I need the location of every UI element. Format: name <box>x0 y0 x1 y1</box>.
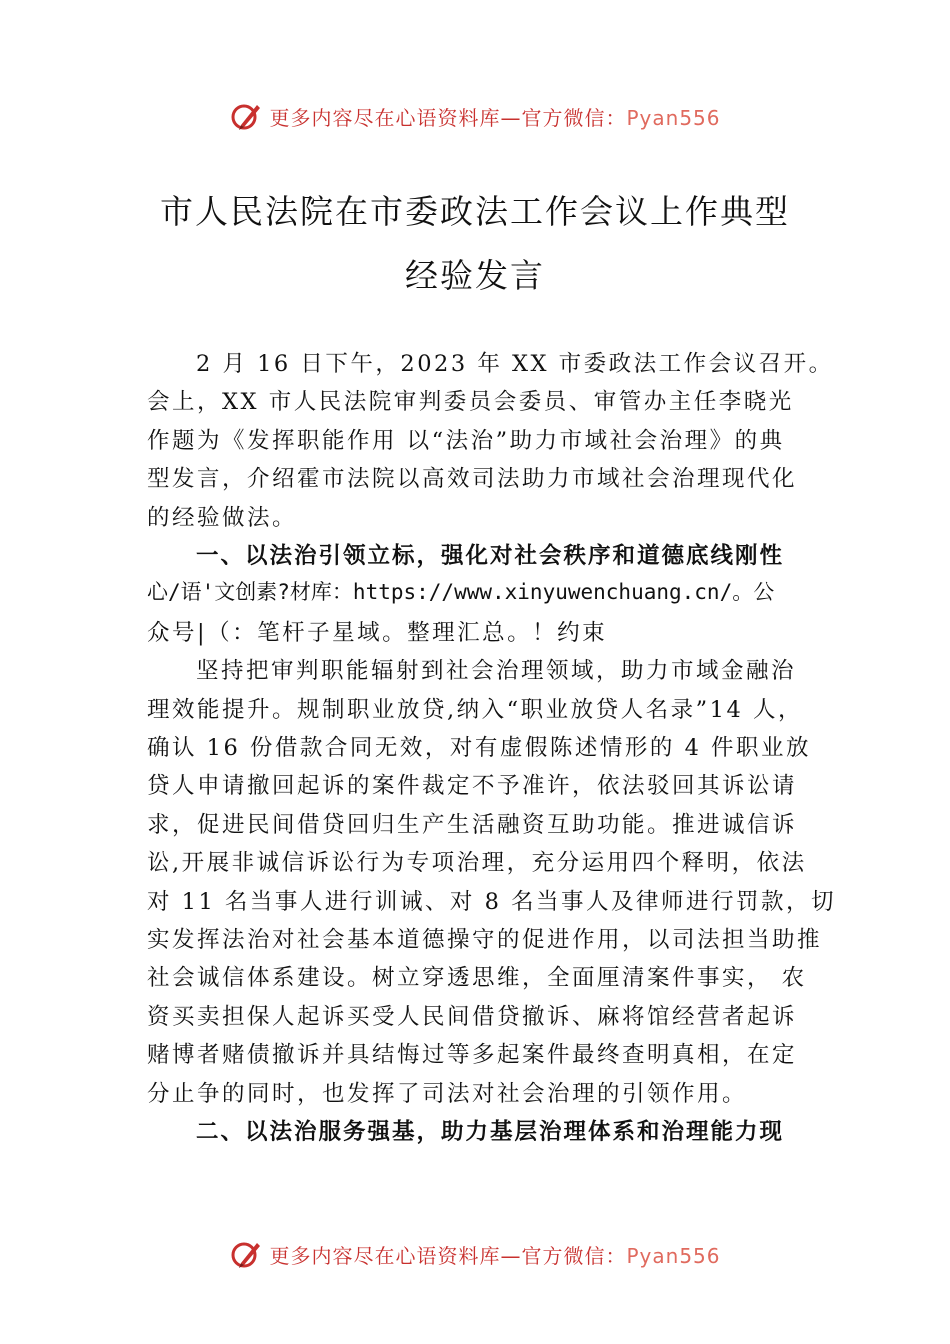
body-text-line: 的经验做法。 <box>147 504 298 531</box>
body-text-line: 2 月 16 日下午，2023 年 XX 市委政法工作会议召开。 <box>196 351 834 377</box>
pen-logo-icon <box>229 1237 263 1271</box>
body-text-line: 讼,开展非诚信诉讼行为专项治理，充分运用四个释明，依法 <box>147 850 807 877</box>
pen-logo-icon <box>229 99 263 133</box>
body-text-line: 确认 16 份借款合同无效，对有虚假陈述情形的 4 件职业放 <box>147 735 812 761</box>
body-text-line: 对 11 名当事人进行训诫、对 8 名当事人及律师进行罚款，切 <box>147 888 837 915</box>
document-title-line-2: 经验发言 <box>405 256 545 295</box>
body-text-line: 坚持把审判职能辐射到社会治理领域，助力市域金融治 <box>196 658 797 685</box>
body-text-line: 理效能提升。规制职业放贷,纳入“职业放贷人名录”14 人， <box>147 696 803 723</box>
body-text-line: 会上，XX 市人民法院审判委员会委员、审管办主任李晓光 <box>147 389 794 416</box>
document-title-line-1: 市人民法院在市委政法工作会议上作典型 <box>160 192 790 231</box>
watermark-text: 更多内容尽在心语资料库—官方微信：Pyan556 <box>269 1243 721 1268</box>
body-text-line: 实发挥法治对社会基本道德操守的促进作用，以司法担当助推 <box>147 927 823 953</box>
body-text-line: 作题为《发挥职能作用 以“法治”助力市域社会治理》的典 <box>147 427 785 454</box>
watermark-header <box>0 96 950 136</box>
body-text-line: 社会诚信体系建设。树立穿透思维，全面厘清案件事实， 农 <box>147 965 807 992</box>
body-text-line: 赌博者赌债撤诉并具结悔过等多起案件最终查明真相，在定 <box>147 1042 798 1069</box>
section-heading: 一、以法治引领立标，强化对社会秩序和道德底线刚性 <box>196 543 785 569</box>
body-text-line: 贷人申请撤回起诉的案件裁定不予准许，依法驳回其诉讼请 <box>147 773 798 800</box>
body-text-line: 求，促进民间借贷回归生产生活融资互助功能。推进诚信诉 <box>147 811 798 838</box>
body-text-line: 心/语'文创素?材库：https://www.xinyuwenchuang.cn/。公 <box>147 580 775 605</box>
body-text-line: 资买卖担保人起诉买受人民间借贷撤诉、麻将馆经营者起诉 <box>147 1003 798 1030</box>
watermark-footer <box>0 1234 950 1274</box>
section-heading: 二、以法治服务强基，助力基层治理体系和治理能力现 <box>196 1119 785 1145</box>
body-text-line: 众号|（：笔杆子星域。整理汇总。！约束 <box>147 619 608 646</box>
body-text-line: 分止争的同时，也发挥了司法对社会治理的引领作用。 <box>147 1080 748 1107</box>
watermark-text: 更多内容尽在心语资料库—官方微信：Pyan556 <box>269 105 721 130</box>
body-text-line: 型发言，介绍霍市法院以高效司法助力市域社会治理现代化 <box>147 466 798 493</box>
